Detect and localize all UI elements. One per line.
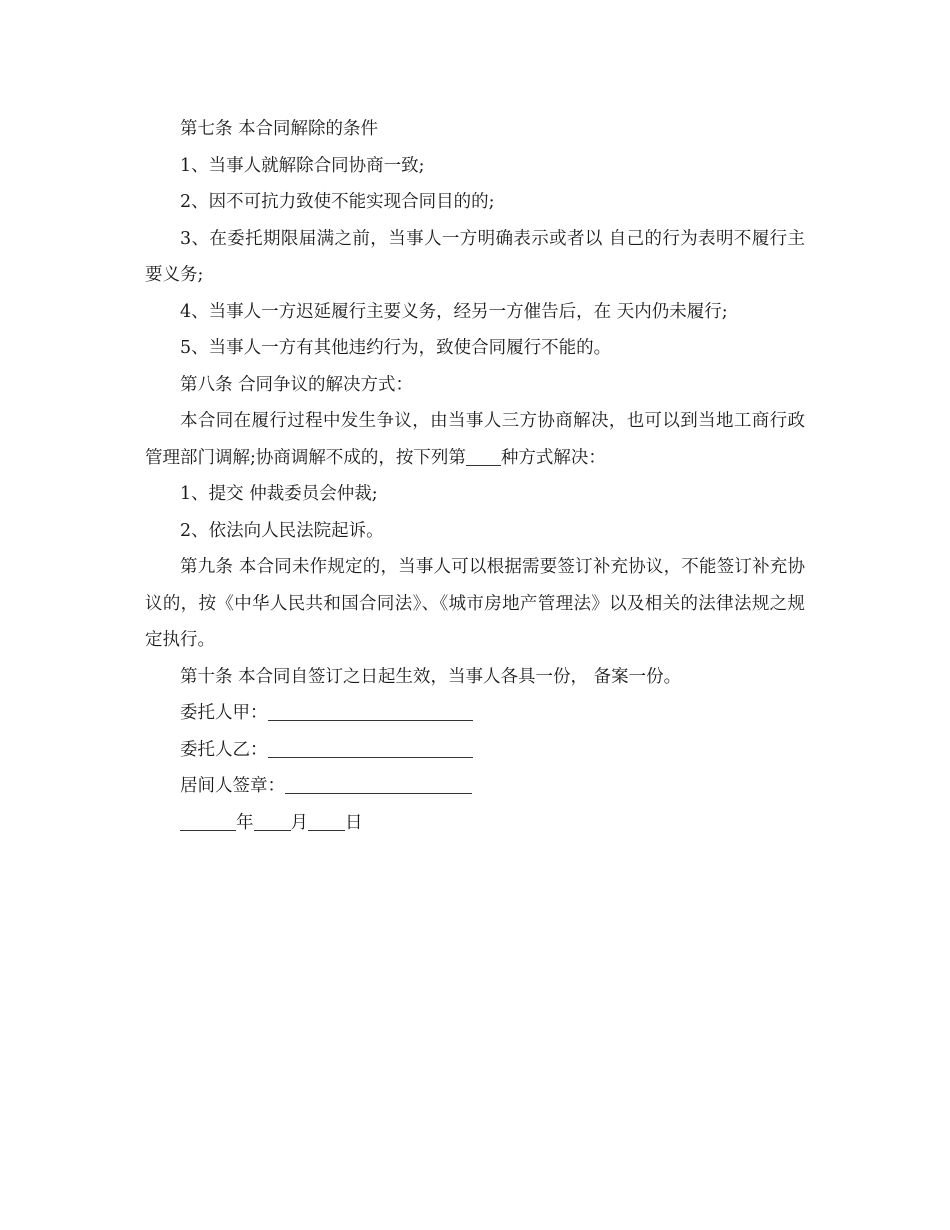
- signature-broker-label: 居间人签章：: [180, 776, 285, 796]
- article-7-item-5: 5、当事人一方有其他违约行为，致使合同履行不能的。: [180, 338, 612, 358]
- article-8-body-tail: 种方式解决：: [500, 447, 606, 468]
- signature-party-a-label: 委托人甲：: [180, 703, 268, 723]
- signature-party-a-line: [268, 698, 473, 721]
- article-10: 第十条 本合同自签订之日起生效，当事人各具一份， 备案一份。: [180, 666, 682, 687]
- article-7-item-4: 4、当事人一方迟延履行主要义务，经另一方催告后，在 天内仍未履行;: [180, 301, 728, 322]
- article-8-item-1: 1、提交 仲裁委员会仲裁;: [180, 484, 378, 504]
- signature-party-a: [145, 695, 805, 732]
- article-8-item-2: 2、依法向人民法院起诉。: [180, 520, 384, 541]
- contract-page: [145, 111, 805, 841]
- method-number-blank: [466, 445, 501, 466]
- signature-party-b-line: [268, 735, 473, 758]
- signature-party-b: [145, 732, 805, 769]
- date-month-blank: [254, 810, 291, 831]
- signature-broker: [145, 768, 805, 805]
- article-7-item-1: 1、当事人就解除合同协商一致;: [180, 155, 425, 176]
- date-day-label: 日: [345, 812, 363, 833]
- date-year-label: 年: [236, 812, 254, 833]
- article-9: 第九条 本合同未作规定的，当事人可以根据需要签订补充协议，不能签订补充协议的，按《中华人民共和国合同法》、《城市房地产管理法》以及相关的法律法规之规定执行。: [145, 557, 805, 650]
- article-7-item-2: 2、因不可抗力致使不能实现合同目的的;: [180, 192, 495, 212]
- article-8-body-text: 本合同在履行过程中发生争议，由当事人三方协商解决，也可以到当地工商行政管理部门调解;协商调解不成的，按下列第: [145, 411, 805, 468]
- date-month-label: 月: [290, 812, 308, 833]
- article-8-title: 第八条 合同争议的解决方式：: [180, 374, 414, 395]
- signature-date: [145, 805, 805, 842]
- article-8-body: [145, 403, 805, 476]
- signature-party-b-label: 委托人乙：: [180, 739, 268, 760]
- date-day-blank: [308, 810, 345, 831]
- article-7-title: 第七条 本合同解除的条件: [180, 119, 379, 139]
- article-7-item-3: 3、在委托期限届满之前，当事人一方明确表示或者以 自己的行为表明不履行主要义务;: [145, 228, 805, 285]
- date-year-blank: [180, 810, 236, 831]
- signature-broker-line: [285, 771, 472, 794]
